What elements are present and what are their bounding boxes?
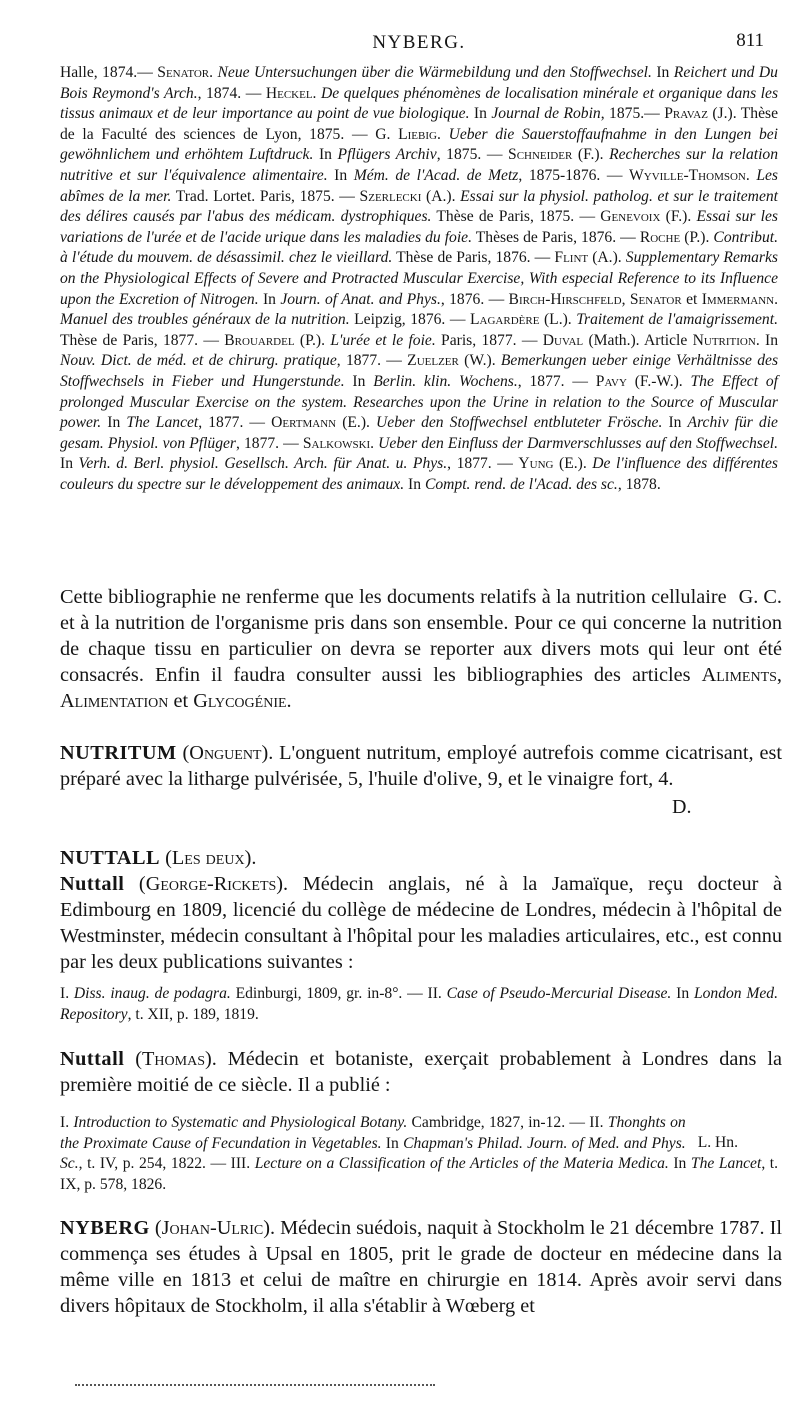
- italic-run: Ueber den Einfluss der Darmverschlusses auf den Stoffwechsel.: [378, 434, 778, 452]
- author-name: Zuelzer: [407, 352, 459, 370]
- entry-text: [60, 873, 782, 973]
- italic-run: Pflügers Archiv: [337, 146, 437, 164]
- author-name: Onguent: [189, 742, 262, 764]
- author-name: Alimentation: [60, 690, 169, 712]
- italic-run: Diss. inaug. de podagra.: [73, 985, 231, 1002]
- text-run: ). Médecin anglais, né à la Jamaïque, reçu docteur à Edimbourg en 1809, licencié du collège de médecine de Londres, médecin à l'hôpital de Westminster, médecin consultant à l'hôpital pour les maladies articulaires, etc., est connu par les deux publications suivantes :: [60, 873, 782, 973]
- text-run: ). Médecin et botaniste, exerçait probablement à Londres dans la première moitié de ce siècle. Il a publié :: [60, 1048, 782, 1096]
- text-run: (F.).: [660, 208, 697, 226]
- italic-run: Reichert und Du Bois Reymond's Arch.: [60, 64, 778, 102]
- text-run: (E.).: [336, 414, 377, 432]
- text-run: (W.).: [458, 352, 501, 370]
- italic-run: L'urée et le foie.: [330, 331, 436, 349]
- italic-run: Neue Untersuchungen über die Wärmebildung und den Stoffwechsel.: [217, 64, 652, 81]
- text-run: Thèse de Paris, 1877. —: [60, 331, 225, 349]
- author-name: Duval: [542, 331, 584, 349]
- italic-run: London Med. Repository: [60, 985, 778, 1023]
- author-name: Aliments: [701, 664, 777, 686]
- italic-run: Compt. rend. de l'Acad. des sc.: [424, 475, 618, 493]
- author-name: Lagardère: [470, 311, 540, 329]
- italic-run: Recherches sur la relation nutritive et sur l'équivalence alimentaire.: [60, 146, 778, 184]
- text-run: , 1875-1876. —: [518, 166, 630, 184]
- text-run: In: [759, 331, 779, 349]
- italic-run: Mém. de l'Acad. de Metz: [353, 166, 519, 184]
- text-run: (F.).: [572, 146, 610, 164]
- entry-headword: NUTTALL: [60, 847, 161, 869]
- author-name: Oertmann: [271, 414, 337, 432]
- running-title: NYBERG.: [372, 32, 466, 53]
- text-run: In: [313, 146, 338, 164]
- entry-nuttall-heading: [60, 845, 782, 871]
- bibliography-note: [60, 584, 782, 714]
- text-run: Cambridge, 1827, in-12. — II.: [407, 1114, 608, 1131]
- text-run: In: [327, 166, 354, 184]
- text-run: (E.).: [553, 455, 593, 473]
- text-run: (: [176, 742, 190, 764]
- note-text: [60, 586, 782, 712]
- text-run: , 1877. —: [235, 434, 303, 452]
- author-name: Thomas: [142, 1048, 205, 1070]
- text-run: , 1877. —: [198, 414, 272, 432]
- text-run: (: [160, 847, 172, 869]
- author-name: Wyville-Thomson.: [629, 166, 750, 184]
- author-name: Nutrition.: [692, 331, 760, 349]
- text-run: ).: [244, 847, 257, 869]
- entry-text: [60, 1048, 782, 1096]
- text-run: Leipzig, 1876. —: [349, 311, 471, 329]
- text-run: , 1877. —: [517, 372, 596, 390]
- italic-run: Manuel des troubles généraux de la nutrition.: [60, 311, 350, 329]
- text-run: (: [149, 1217, 162, 1239]
- author-name: Heckel.: [265, 84, 317, 102]
- author-name: Szerlecki: [359, 187, 422, 205]
- entry-headword: Nuttall: [60, 1048, 125, 1070]
- page-header: [60, 30, 778, 60]
- entry-text: [160, 847, 256, 869]
- text-run: (Math.). Article: [583, 331, 693, 349]
- italic-run: Thonghts on the Proximate Cause of Fecundation in Vegetables.: [60, 1114, 686, 1152]
- text-run: , 1875. —: [436, 146, 509, 164]
- text-run: In: [662, 414, 688, 432]
- text-run: , 1874. —: [197, 84, 266, 102]
- text-run: (J.). Thèse de la Faculté des sciences de Lyon, 1875. — G.: [60, 105, 779, 143]
- italic-run: Essai sur la physiol. patholog. et sur le traitement des délires causés par l'abus des médicam. dystrophiques.: [60, 187, 778, 226]
- text-run: (L.).: [539, 311, 577, 329]
- italic-run: Traitement de l'amaigrissement.: [576, 311, 778, 329]
- page-number: 811: [736, 30, 764, 51]
- italic-run: Essai sur les variations de l'urée et de l'acide urique dans les maladies du foie.: [60, 208, 778, 246]
- italic-run: Les abîmes de la mer.: [60, 166, 778, 205]
- text-run: Thèses de Paris, 1876. —: [472, 228, 640, 246]
- text-run: In: [60, 455, 79, 473]
- text-run: , t. IX, p. 578, 1826.: [60, 1155, 778, 1193]
- text-run: , t. IV, p. 254, 1822. — III.: [78, 1155, 255, 1173]
- italic-run: The Effect of prolonged Muscular Exercise on the system. Researches upon the Urine in relation to the Source of Muscular power.: [60, 372, 779, 432]
- text-run: ). Médecin suédois, naquit à Stockholm le 21 décembre 1787. Il commença ses études à Upsal en 1805, prit le grade de docteur en médecine dans la même ville en 1813 et celui de maître en chirurgie en 1814. Après avoir servi dans divers hôpitaux de Stockholm, il alla s'établir à Wœberg et: [60, 1217, 782, 1317]
- text-run: Paris, 1877. —: [435, 331, 543, 349]
- footer-rule: [75, 1384, 435, 1386]
- entry-nutritum: [60, 740, 782, 792]
- text-run: I.: [60, 1114, 74, 1131]
- bibliography-list: [60, 63, 778, 495]
- author-name: Les deux: [171, 847, 245, 869]
- text-run: Thèse de Paris, 1875. —: [431, 208, 601, 226]
- text-run: In: [344, 372, 374, 390]
- entry-headword: NYBERG: [60, 1217, 150, 1239]
- text-run: In: [404, 475, 425, 493]
- author-name: Brouardel: [224, 331, 295, 349]
- italic-run: Lecture on a Classification of the Articles of the Materia Medica.: [254, 1155, 669, 1173]
- author-name: George-Rickets: [145, 873, 277, 895]
- italic-run: De l'influence des différentes couleurs du spectre sur le développement des animaux.: [60, 455, 778, 493]
- works-text: [60, 1114, 778, 1193]
- author-name: Yung: [518, 455, 554, 473]
- text-run: In: [651, 64, 674, 81]
- italic-run: Supplementary Remarks on the Physiological Effects of Severe and Protracted Muscular Exercise, With especial Reference to its Influence upon the Excretion of Nitrogen.: [60, 249, 778, 308]
- text-run: In: [668, 1155, 691, 1173]
- italic-run: Contribut. à l'étude du mouvem. de désassimil. chez le vieillard.: [60, 228, 778, 267]
- author-name: Pavy: [595, 372, 627, 390]
- italic-run: Journal de Robin: [491, 105, 601, 123]
- text-run: In: [101, 414, 127, 432]
- author-name: Roche: [639, 228, 681, 246]
- italic-run: Nouv. Dict. de méd. et de chirurg. pratique: [60, 352, 337, 370]
- text-run: I.: [60, 985, 74, 1002]
- entry-headword: NUTRITUM: [60, 742, 177, 764]
- italic-run: De quelques phénomènes de localisation minérale et organique dans les tissus animaux et de leur importance au point de vue biologique.: [60, 84, 779, 123]
- entry-text: [60, 1217, 782, 1317]
- text-run: Trad. Lortet. Paris, 1875. —: [171, 187, 360, 205]
- entry-nuttall-thomas: [60, 1046, 782, 1098]
- text-run: Halle, 1874.—: [60, 64, 158, 81]
- italic-run: The Lancet: [126, 414, 199, 432]
- works-list: [60, 1113, 778, 1195]
- italic-run: Ueber die Sauerstoffaufnahme in den Lungen bei gewöhnlichem und erhöhtem Luftdruck.: [60, 125, 778, 164]
- text-run: In: [469, 105, 492, 123]
- entry-headword: Nuttall: [60, 873, 125, 895]
- note-signature: G. C.: [738, 586, 782, 608]
- italic-run: Bemerkungen ueber einige Verhältnisse des Stoffwechsels in Fieber und Hungerstunde.: [60, 352, 779, 390]
- text-run: et: [681, 290, 702, 308]
- text-run: (A.).: [588, 249, 626, 267]
- entry-nuttall-george: [60, 871, 782, 975]
- text-run: et: [168, 690, 194, 712]
- text-run: (P.).: [680, 228, 714, 246]
- text-run: In: [671, 985, 694, 1002]
- author-name: Schneider: [508, 146, 573, 164]
- author-name: Salkowski.: [302, 434, 375, 452]
- text-run: (: [124, 873, 146, 895]
- text-run: , t. XII, p. 189, 1819.: [127, 1005, 259, 1023]
- text-run: (F.-W.).: [626, 372, 691, 390]
- text-run: ,: [776, 664, 782, 686]
- author-name: Flint: [554, 249, 589, 267]
- author-name: Senator.: [157, 64, 214, 81]
- text-run: In: [381, 1134, 404, 1152]
- entry-nyberg: [60, 1215, 782, 1319]
- author-name: Immermann.: [701, 290, 779, 308]
- text-run: Cette bibliographie ne renferme que les documents relatifs à la nutrition cellulaire et à la nutrition de l'organisme pris dans son ensemble. Pour ce qui concerne la nutrition de chaque tissu en particulier on devra se reporter aux divers mots qui leur ont été consacrés. Enfin il faudra consulter aussi les bibliographies des articles: [60, 586, 782, 686]
- author-name: Pravaz: [664, 105, 708, 123]
- author-name: Johan-Ulric: [161, 1217, 264, 1239]
- text-run: , 1877. —: [336, 352, 408, 370]
- works-list: [60, 984, 778, 1025]
- works-signature: L. Hn.: [697, 1134, 738, 1151]
- text-run: , 1876. —: [440, 290, 509, 308]
- entry-signature: D.: [672, 796, 692, 818]
- italic-run: Chapman's Philad. Journ. of Med. and Phys. Sc.: [60, 1134, 686, 1173]
- text-run: (P.).: [294, 331, 331, 349]
- text-run: (A.).: [421, 187, 461, 205]
- italic-run: Ueber den Stoffwechsel entbluteter Frösche.: [376, 414, 663, 432]
- author-name: Genevoix: [600, 208, 661, 226]
- text-run: ). L'onguent nutritum, employé autrefois comme cicatrisant, est préparé avec la litharge pulvérisée, 5, l'huile d'olive, 9, et le vinaigre fort, 4.: [60, 742, 782, 790]
- italic-run: The Lancet: [690, 1155, 762, 1173]
- text-run: Thèse de Paris, 1876. —: [392, 249, 555, 267]
- text-run: (: [124, 1048, 143, 1070]
- text-run: , 1875.—: [600, 105, 665, 123]
- text-run: , 1878.: [617, 475, 661, 493]
- text-run: In: [258, 290, 281, 308]
- author-name: Glycogénie: [193, 690, 287, 712]
- italic-run: Journ. of Anat. and Phys.: [280, 290, 441, 308]
- text-run: [441, 126, 449, 143]
- author-name: Liebig.: [398, 125, 441, 143]
- text-run: Edinburgi, 1809, gr. in-8°. — II.: [230, 985, 447, 1002]
- italic-run: Verh. d. Berl. physiol. Gesellsch. Arch. für Anat. u. Phys.: [78, 455, 448, 473]
- italic-run: Berlin. klin. Wochens.: [373, 372, 518, 390]
- italic-run: Archiv für die gesam. Physiol. von Pflüger: [60, 414, 778, 452]
- italic-run: Case of Pseudo-Mercurial Disease.: [446, 985, 672, 1002]
- text-run: .: [286, 690, 292, 712]
- italic-run: Introduction to Systematic and Physiological Botany.: [73, 1114, 408, 1131]
- author-name: Birch-Hirschfeld, Senator: [508, 290, 682, 308]
- text-run: , 1877. —: [447, 455, 519, 473]
